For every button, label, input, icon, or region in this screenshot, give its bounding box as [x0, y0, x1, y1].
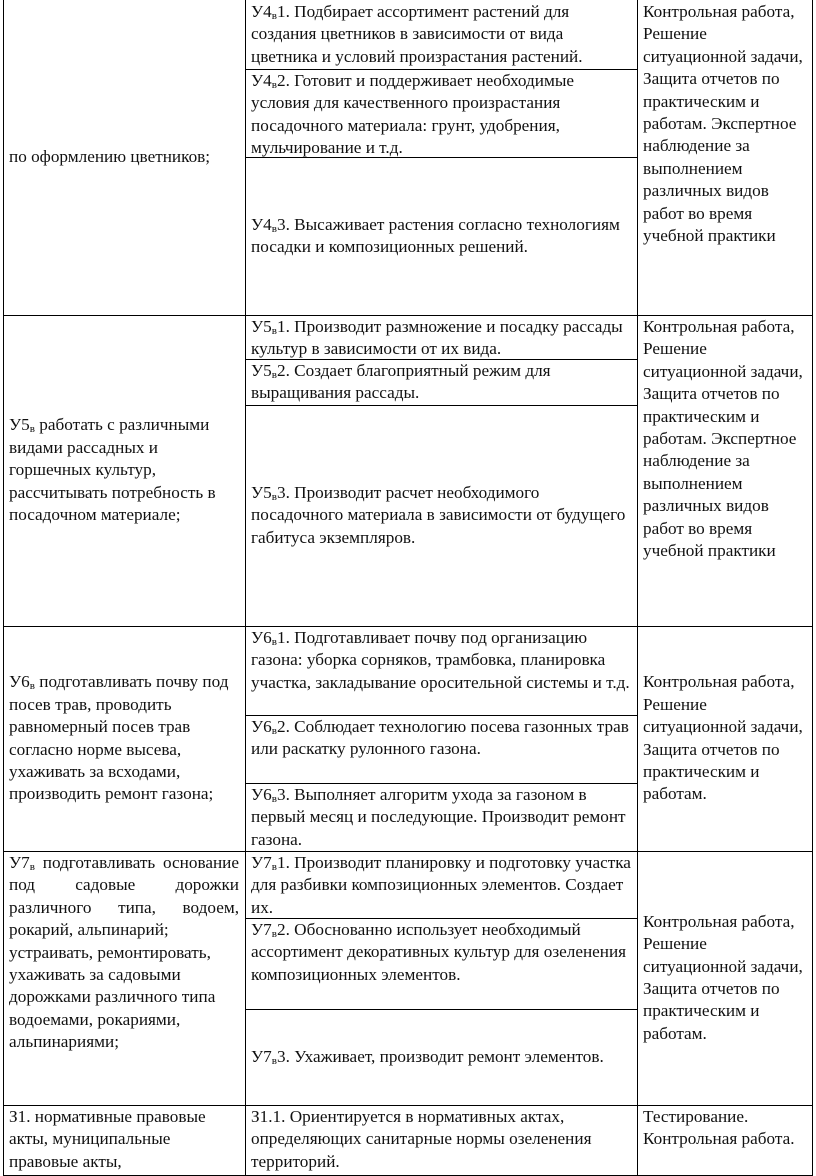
- row-5-assessment: Тестирование. Контрольная работа.: [643, 1107, 795, 1149]
- row-1-skill-cell: [3, 0, 245, 315]
- grid-line-right: [812, 0, 813, 1176]
- row-4-assessment-cell: [637, 851, 813, 1105]
- row-1-indicator-1: $У4_в1$. Подбирает ассортимент растений для создания цветников в зависимости от вида цветника и условий произрастания растений.: [251, 2, 583, 66]
- row-4-indicator-1: $У7_в1$. Производит планировку и подготовку участка для разбивки композиционных элементов. Создает их.: [251, 853, 631, 917]
- row-1-indicator-3: $У4_в3$. Высаживает растения согласно технологиям посадки и композиционных решений.: [251, 214, 620, 256]
- row-2-assessment: Контрольная работа, Решение ситуационной задачи, Защита отчетов по практическим и работам. Экспертное наблюдение за выполнением различных видов работ во время учебной практики: [643, 317, 803, 561]
- row-4-skill: $У7_в$ подготавливать основание под садовые дорожки различного типа, водоем, рокарий, альпинарий;: [9, 853, 239, 940]
- grid-line-row-2: [3, 626, 813, 627]
- grid-line-sub: [245, 918, 637, 919]
- grid-line-sub: [245, 715, 637, 716]
- row-1-skill: по оформлению цветников;: [9, 147, 211, 167]
- grid-line-row-3: [3, 851, 813, 852]
- row-2-indicator-2: $У5_в2$. Создает благоприятный режим для выращивания рассады.: [251, 361, 551, 403]
- row-5-indicator-1: З1.1. Ориентируется в нормативных актах, определяющих санитарные нормы озеленения территорий.: [251, 1107, 592, 1171]
- row-1-assessment: Контрольная работа, Решение ситуационной задачи, Защита отчетов по практическим и работам. Экспертное наблюдение за выполнением различных видов работ во время учебной практики: [643, 2, 803, 246]
- grid-line-sub: [245, 783, 637, 784]
- row-3-assessment: Контрольная работа, Решение ситуационной задачи, Защита отчетов по практическим и работам.: [643, 672, 803, 804]
- row-2-skill: $У5_в$ работать с различными видами рассадных и горшечных культур, рассчитывать потребность в посадочном материале;: [9, 415, 216, 525]
- grid-line-left: [3, 0, 4, 1176]
- grid-line-sub: [245, 405, 637, 406]
- row-3-skill-cell: [3, 626, 245, 851]
- grid-line-sub: [245, 157, 637, 158]
- grid-line-sub: [245, 1009, 637, 1010]
- row-3-assessment-cell: [637, 626, 813, 851]
- grid-line-col-1: [245, 0, 246, 1176]
- grid-line-col-2: [637, 0, 638, 1176]
- row-4-skill-cell: [3, 851, 245, 1105]
- row-3-indicator-2: $У6_в2$. Соблюдает технологию посева газонных трав или раскатку рулонного газона.: [251, 717, 629, 759]
- grid-line-row-1: [3, 315, 813, 316]
- row-5-skill: З1. нормативные правовые акты, муниципальные правовые акты,: [9, 1107, 206, 1171]
- grid-line-sub: [245, 359, 637, 360]
- row-1-indicator-2: $У4_в2$. Готовит и поддерживает необходимые условия для качественного произрастания посадочного материала: грунт, удобрения, мульчирование и т.д.: [251, 71, 575, 158]
- row-2-skill-cell: [3, 315, 245, 626]
- grid-line-row-4: [3, 1105, 813, 1106]
- row-3-skill: $У6_в$ подготавливать почву под посев трав, проводить равномерный посев трав согласно норме высева, ухаживать за всходами, производить ремонт газона;: [9, 672, 229, 804]
- row-2-indicator-3: $У5_в3$. Производит расчет необходимого посадочного материала в зависимости от будущего габитуса экземпляров.: [251, 482, 626, 547]
- row-4-skill-extra: устраивать, ремонтировать, ухаживать за садовыми дорожками различного типа водоемами, рокариями, альпинариями;: [9, 942, 216, 1052]
- row-4-indicator-3: $У7_в3$. Ухаживает, производит ремонт элементов.: [251, 1046, 604, 1067]
- row-4-indicator-2: $У7_в2$. Обоснованно использует необходимый ассортимент декоративных культур для озеленения композиционных элементов.: [251, 920, 627, 984]
- row-3-indicator-1: $У6_в1$. Подготавливает почву под организацию газона: уборка сорняков, трамбовка, планировка участка, закладывание оросительной системы и т.д.: [251, 628, 630, 692]
- row-3-indicator-3: $У6_в3$. Выполняет алгоритм ухода за газоном в первый месяц и последующие. Производит ремонт газона.: [251, 785, 626, 849]
- row-4-assessment: Контрольная работа, Решение ситуационной задачи, Защита отчетов по практическим и работам.: [643, 911, 803, 1043]
- grid-line-sub: [245, 69, 637, 70]
- row-2-indicator-1: $У5_в1$. Производит размножение и посадку рассады культур в зависимости от их вида.: [251, 317, 623, 359]
